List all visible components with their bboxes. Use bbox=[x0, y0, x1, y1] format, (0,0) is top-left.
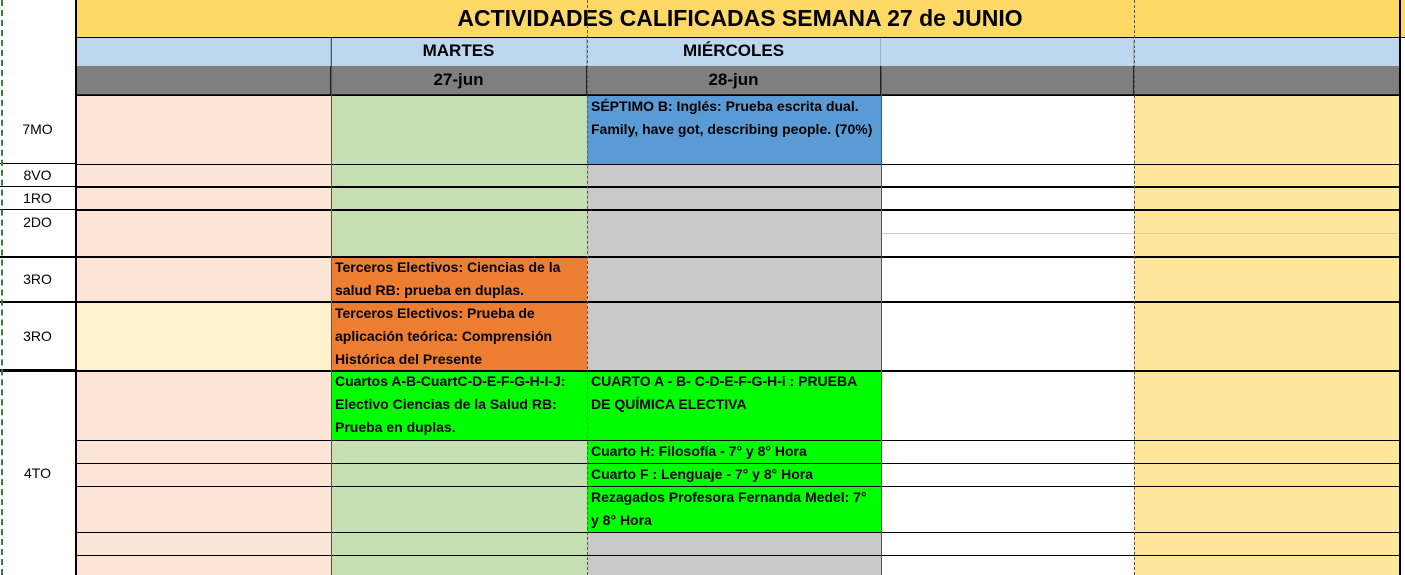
grid-line bbox=[75, 440, 1400, 441]
grid-line bbox=[0, 301, 1400, 303]
activity-terceros-salud[interactable]: Terceros Electivos: Ciencias de la salud RB: prueba en duplas. bbox=[331, 256, 587, 302]
grid-line bbox=[0, 370, 1400, 372]
day-header-thursday[interactable] bbox=[881, 38, 1134, 66]
activity-cuarto-quimica[interactable]: CUARTO A - B- C-D-E-F-G-H-i : PRUEBA DE QUÍMICA ELECTIVA bbox=[587, 370, 881, 440]
grid-line bbox=[75, 186, 1400, 188]
grid-line bbox=[75, 164, 1400, 165]
day-header-monday[interactable] bbox=[75, 38, 331, 66]
row-label-4to[interactable]: 4TO bbox=[0, 370, 75, 575]
row-label-3ro-a[interactable]: 3RO bbox=[0, 256, 75, 302]
date-header-friday[interactable] bbox=[1134, 66, 1400, 95]
activity-rezagados[interactable]: Rezagados Profesora Fernanda Medel: 7° y 8° Hora bbox=[587, 486, 881, 532]
monday-3ro-cell[interactable] bbox=[75, 302, 331, 370]
grid-line bbox=[0, 256, 1400, 258]
grid-line bbox=[75, 95, 1400, 96]
row-label-1ro[interactable]: 1RO bbox=[0, 187, 75, 210]
row-label-7mo[interactable]: 7MO bbox=[0, 95, 75, 164]
date-header-tuesday[interactable]: 27-jun bbox=[331, 66, 587, 95]
grid-line bbox=[75, 532, 1400, 533]
row-label-3ro-b[interactable]: 3RO bbox=[0, 302, 75, 370]
date-header-wednesday[interactable]: 28-jun bbox=[587, 66, 881, 95]
grid-line bbox=[881, 66, 882, 575]
grid-line bbox=[331, 38, 332, 575]
thursday-column bbox=[881, 95, 1134, 575]
row-label-8vo[interactable]: 8VO bbox=[0, 164, 75, 187]
grid-line bbox=[75, 0, 77, 575]
activity-cuarto-f[interactable]: Cuarto F : Lenguaje - 7° y 8° Hora bbox=[587, 463, 881, 486]
grid-line bbox=[881, 233, 1400, 234]
page-title[interactable] bbox=[75, 0, 1405, 38]
activity-septimo-b[interactable]: SÉPTIMO B: Inglés: Prueba escrita dual. Family, have got, describing people. (70%) bbox=[587, 95, 881, 164]
day-header-friday[interactable] bbox=[1134, 38, 1400, 66]
row-label-2do[interactable]: 2DO bbox=[0, 210, 75, 234]
activity-cuarto-h[interactable]: Cuarto H: Filosofía - 7° y 8° Hora bbox=[587, 440, 881, 463]
day-header-tuesday[interactable]: MARTES bbox=[331, 38, 587, 66]
friday-column bbox=[1134, 95, 1400, 575]
title-text: ACTIVIDADES CALIFICADAS SEMANA 27 de JUNIO bbox=[457, 5, 1023, 31]
activity-cuartos-salud[interactable]: Cuartos A-B-CuartC-D-E-F-G-H-I-J: Electivo Ciencias de la Salud RB: Prueba en duplas. bbox=[331, 370, 587, 440]
page-break-line bbox=[1134, 0, 1135, 575]
day-header-wednesday[interactable]: MIÉRCOLES bbox=[587, 38, 881, 66]
page-break-line bbox=[587, 0, 588, 575]
grid-line bbox=[75, 463, 1400, 464]
grid-line bbox=[75, 486, 1400, 487]
activity-terceros-historia[interactable]: Terceros Electivos: Prueba de aplicación teórica: Comprensión Histórica del Presente bbox=[331, 302, 587, 370]
date-header-monday[interactable] bbox=[75, 66, 331, 95]
grid-line bbox=[75, 209, 1400, 211]
date-header-thursday[interactable] bbox=[881, 66, 1134, 95]
grid-line bbox=[1399, 0, 1401, 575]
print-area-border bbox=[1, 0, 3, 575]
grid-line bbox=[75, 555, 1400, 556]
